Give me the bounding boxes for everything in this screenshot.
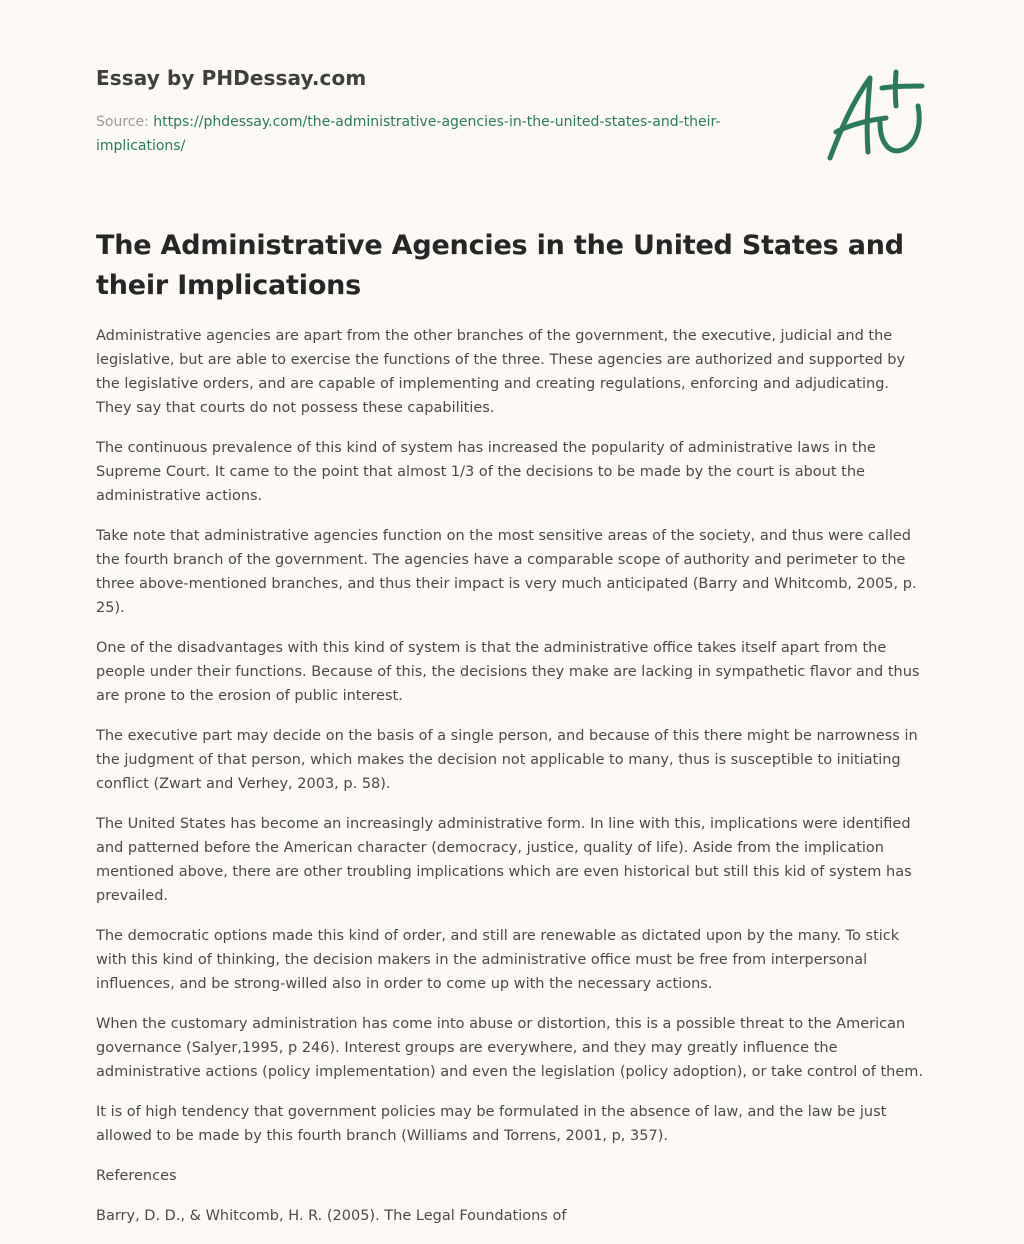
source-line: [96, 110, 776, 158]
site-brand: Essay by PHDessay.com: [96, 66, 367, 90]
paragraph: Administrative agencies are apart from the other branches of the government, the executive, judicial and the legislative, but are able to exercise the functions of the three. These agencies are authorized and supported by the legislative orders, and are capable of implementing and creating regulations, enforcing and adjudicating. They say that courts do not possess these capabilities.: [96, 328, 906, 416]
paragraph: The United States has become an increasingly administrative form. In line with this, implications were identified and patterned before the American character (democracy, justice, quality of life). Aside from the implication mentioned above, there are other troubling implications which are even historical but still this kid of system has prevailed.: [96, 816, 912, 904]
paragraph: The executive part may decide on the basis of a single person, and because of this there might be narrowness in the judgment of that person, which makes the decision not applicable to many, thus is susceptible to initiating conflict (Zwart and Verhey, 2003, p. 58).: [96, 728, 918, 792]
source-label: Source:: [96, 114, 154, 130]
page-header: [96, 64, 776, 158]
reference-entry: Barry, D. D., & Whitcomb, H. R. (2005). The Legal Foundations of: [96, 1208, 567, 1224]
article-body: [96, 324, 926, 1244]
source-link[interactable]: https://phdessay.com/the-administrative-agencies-in-the-united-states-and-their-implications/: [96, 114, 721, 154]
paragraph: When the customary administration has come into abuse or distortion, this is a possible threat to the American governance (Salyer,1995, p 246). Interest groups are everywhere, and they may greatly influence the administrative actions (policy implementation) and even the legislation (policy adoption), or take control of them.: [96, 1016, 924, 1080]
article-title: The Administrative Agencies in the United States and their Implications: [96, 230, 904, 301]
paragraph: The continuous prevalence of this kind of system has increased the popularity of administrative laws in the Supreme Court. It came to the point that almost 1/3 of the decisions to be made by the court is about the administrative actions.: [96, 440, 876, 504]
paragraph: One of the disadvantages with this kind of system is that the administrative office takes itself apart from the people under their functions. Because of this, the decisions they make are lacking in sympathetic flavor and thus are prone to the erosion of public interest.: [96, 640, 920, 704]
a-plus-grade-logo-icon: [822, 66, 930, 166]
references-heading: References: [96, 1168, 177, 1184]
paragraph: Take note that administrative agencies function on the most sensitive areas of the society, and thus were called the fourth branch of the government. The agencies have a comparable scope of authority and perimeter to the three above-mentioned branches, and thus their impact is very much anticipated (Barry and Whitcomb, 2005, p. 25).: [96, 528, 917, 616]
paragraph: The democratic options made this kind of order, and still are renewable as dictated upon by the many. To stick with this kind of thinking, the decision makers in the administrative office must be free from interpersonal influences, and be strong-willed also in order to come up with the necessary actions.: [96, 928, 900, 992]
paragraph: It is of high tendency that government policies may be formulated in the absence of law, and the law be just allowed to be made by this fourth branch (Williams and Torrens, 2001, p, 357).: [96, 1104, 887, 1144]
